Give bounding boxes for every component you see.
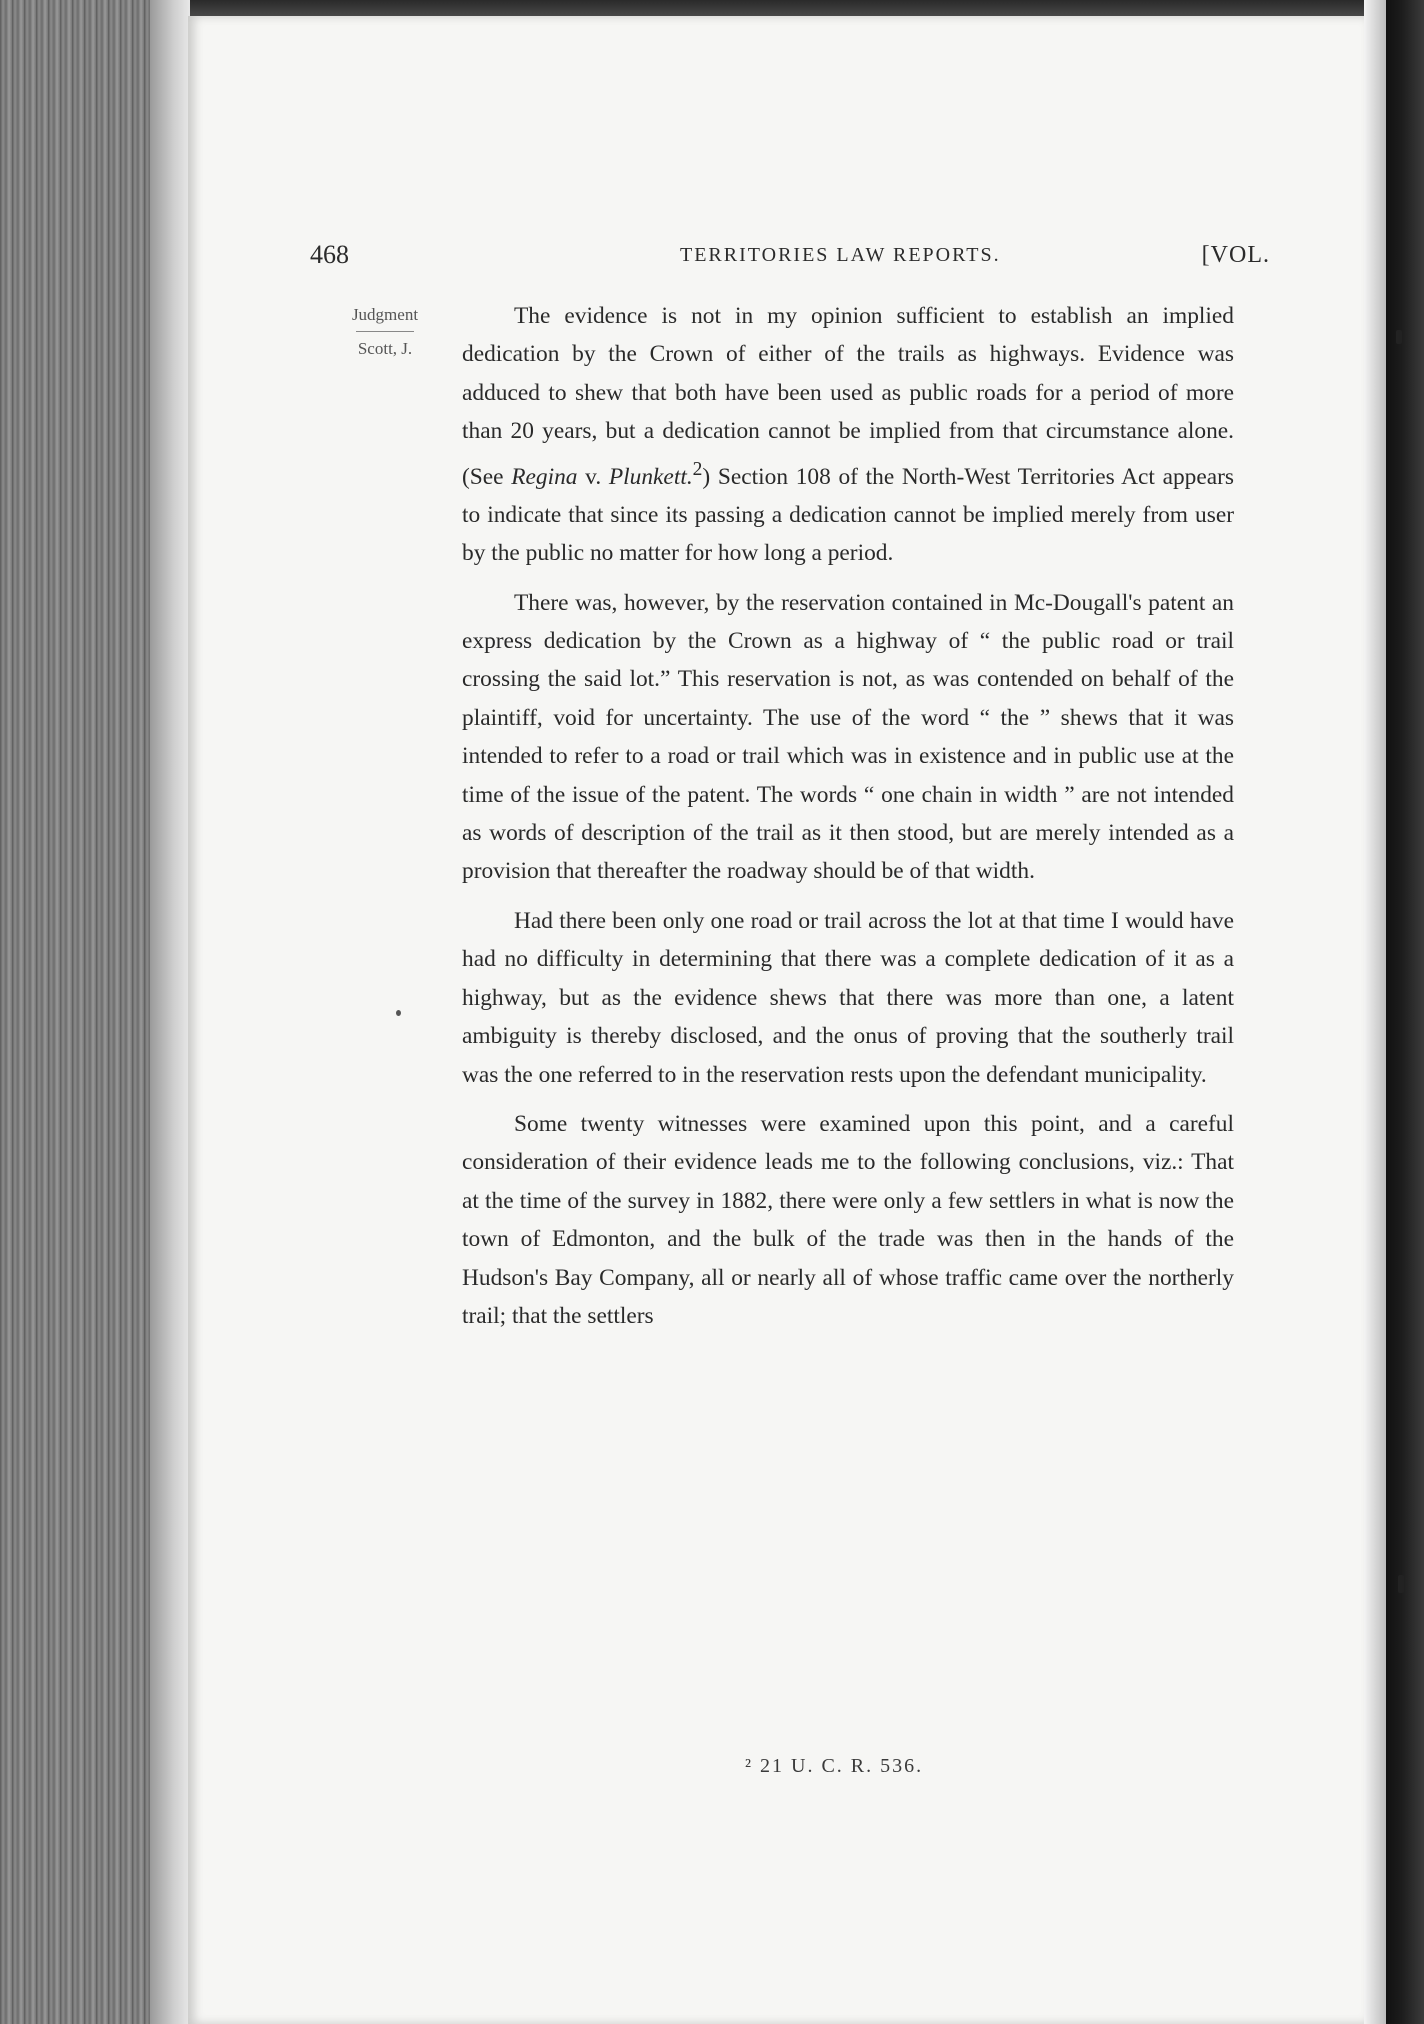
scan-speck [396, 1010, 401, 1016]
page-number: 468 [310, 240, 349, 269]
sidenote-rule [356, 331, 414, 332]
paragraph-1-end: ) Section 108 of the North-West Territories Act appears to indicate that since its passing a dedication cannot be implied merely from user by the public no matter for how long a period. [462, 463, 1234, 567]
footnote: ² 21 U. C. R. 536. [745, 1755, 924, 1777]
page-edge-highlight [150, 0, 190, 2024]
paragraph-2: There was, however, by the reservation contained in Mc-Dougall's patent an express dedication by the Crown as a highway of “ the public road or trail crossing the said lot.” This reservation is not, as was contended on behalf of the plaintiff, void for uncertainty. The use of the word “ the ” shews that it was intended to refer to a road or trail which was in existence and in public use at the time of the issue of the patent. The words “ one chain in width ” are not intended as words of description of the trail as it then stood, but are merely intended as a provision that thereafter the roadway should be of that width. [462, 589, 1234, 885]
footnote-ref: 2 [692, 458, 703, 480]
running-head: TERRITORIES LAW REPORTS. [680, 244, 1001, 266]
right-page-shadow [1364, 0, 1386, 2024]
page-header [310, 240, 1270, 280]
paragraph-1-start: The evidence is not in my opinion sufficient to establish an implied dedication by the Crown of either of the trails as highways. Evidence was adduced to shew that both have been used as public roads for a period of more than 20 years, but a dedication cannot be implied from that circumstance alone. (See [462, 303, 1234, 490]
case-name-regina: Regina [511, 463, 578, 490]
book-page-edges [0, 0, 190, 2024]
paragraph-3: Had there been only one road or trail across the lot at that time I would have had no difficulty in determining that there was a complete dedication of it as a highway, but as the evidence shews that there was more than one, a latent ambiguity is thereby disclosed, and the onus of proving that the southerly trail was the one referred to in the reservation rests upon the defendant municipality. [462, 907, 1234, 1088]
margin-sidenote [320, 300, 450, 364]
paragraph-1 [462, 297, 1234, 573]
volume-mark: [VOL. [1201, 242, 1270, 268]
scan-edge-mark [1396, 330, 1402, 344]
sidenote-judgment: Judgment [351, 305, 419, 324]
case-name-plunkett: Plunkett. [608, 463, 693, 490]
sidenote-judge: Scott, J. [357, 338, 413, 358]
scan-edge-mark [1398, 1575, 1404, 1593]
judgment-text [462, 297, 1234, 1346]
scan-right-border [1386, 0, 1424, 2024]
paragraph-4: Some twenty witnesses were examined upon this point, and a careful consideration of their evidence leads me to the following conclusions, viz.: That at the time of the survey in 1882, there were only a few settlers in what is now the town of Edmonton, and the bulk of the trade was then in the hands of the Hudson's Bay Company, all or nearly all of whose traffic came over the northerly trail; that the settlers [462, 1110, 1234, 1329]
versus: v. [577, 463, 609, 490]
